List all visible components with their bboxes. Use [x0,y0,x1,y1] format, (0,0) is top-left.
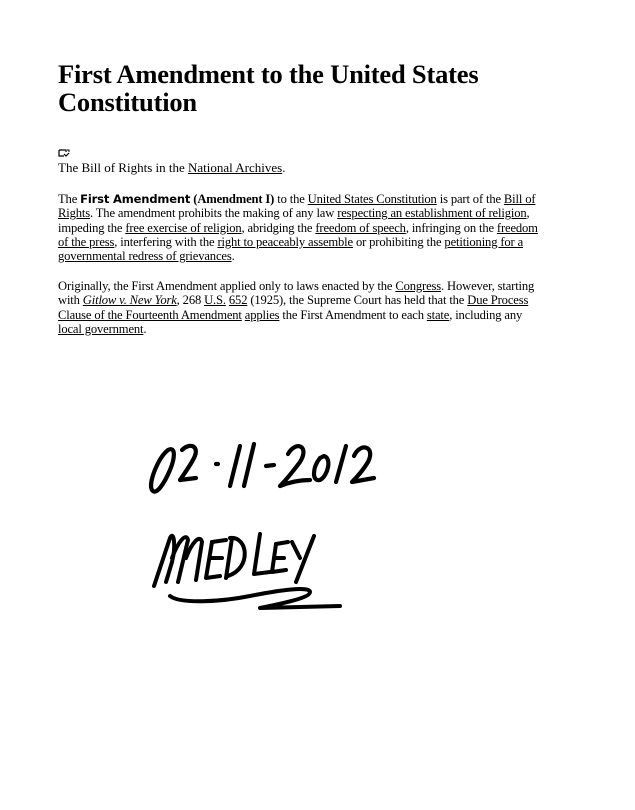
text: , impeding the [58,206,530,235]
link-freedom-of-the-press[interactable]: freedom of the press [58,220,538,249]
text: The [58,192,81,206]
handwritten-date [140,428,430,508]
handwritten-signature [140,518,400,618]
text: Originally, the First Amendment applied only to laws enacted by the [58,279,396,293]
link-national-archives[interactable]: National Archives [188,160,283,175]
paragraph-incorporation [58,279,543,336]
bold-term-first-amendment: First Amendment [80,192,191,206]
paragraph-intro [58,192,543,263]
text: . However, starting with [58,279,535,308]
text: to the [274,192,308,206]
text: the First Amendment to each [279,307,427,322]
link-due-process-clause[interactable]: Due Process Clause of the Fourteenth Amendment [58,293,529,322]
caption-period: . [282,160,286,175]
text: , interfering with the [114,234,218,249]
link-us-reports[interactable]: U.S. [204,293,226,308]
text: , including any [449,307,523,322]
link-united-states-constitution[interactable]: United States Constitution [307,192,437,206]
link-state[interactable]: state [426,307,450,322]
link-freedom-of-speech[interactable]: freedom of speech [315,220,406,235]
document-title: First Amendment to the United States Constitution [58,59,479,117]
text: , 268 [176,293,205,308]
text: (1925), the Supreme Court has held that the [247,293,468,308]
image-caption [58,161,285,175]
link-free-exercise-of-religion[interactable]: free exercise of religion [125,220,242,235]
text: is part of the [436,192,504,206]
link-congress[interactable]: Congress [395,279,442,293]
link-bill-of-rights[interactable]: Bill of Rights [58,192,536,221]
link-gitlow-v-new-york[interactable]: Gitlow v. New York [82,293,177,308]
caption-text: The Bill of Rights in the [58,160,188,175]
link-652[interactable]: 652 [228,293,248,308]
link-right-to-peaceably-assemble[interactable]: right to peaceably assemble [217,234,353,249]
text: . [143,321,147,336]
text: , abridging the [241,220,316,235]
link-petitioning-redress-of-grievances[interactable]: petitioning for a governmental redress of grievances [58,234,524,264]
broken-image-icon [58,149,70,158]
text: or prohibiting the [352,234,445,249]
link-applies[interactable]: applies [244,307,280,322]
link-local-government[interactable]: local government [58,321,144,336]
text: . The amendment prohibits the making of any law [90,206,338,221]
text: . [231,249,235,264]
bold-term-amendment-i: (Amendment I) [193,192,275,206]
link-establishment-of-religion[interactable]: respecting an establishment of religion [337,206,527,221]
text: , infringing on the [405,220,497,235]
